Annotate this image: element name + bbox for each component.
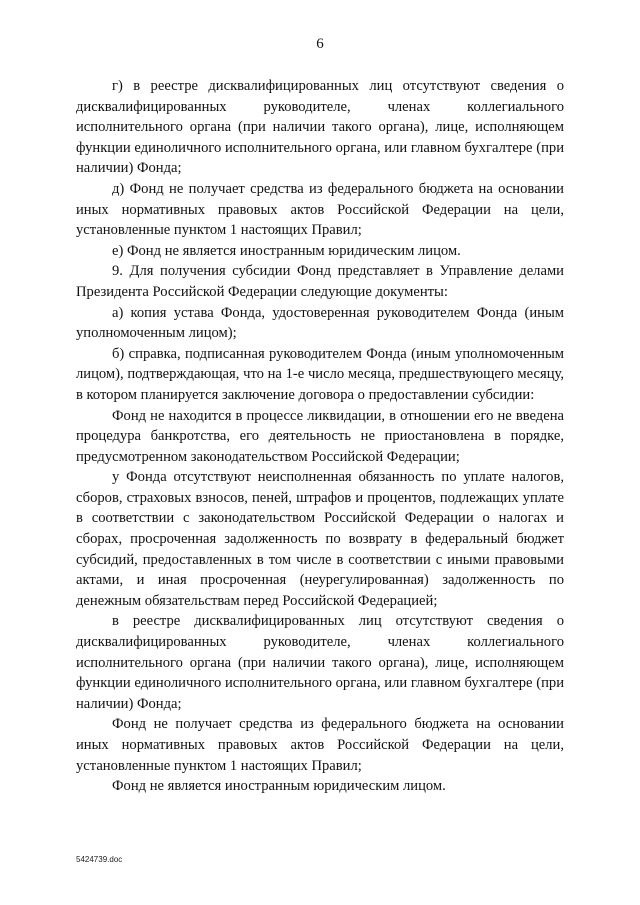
paragraph-g: г) в реестре дисквалифицированных лиц отсутствуют сведения о дисквалифицированных руководителе, членах коллегиального исполнительного органа (при наличии такого органа), лице, исполняющем функции единоличного исполнительного органа, или главном бухгалтере (при наличии) Фонда; <box>76 78 564 177</box>
paragraph-9: 9. Для получения субсидии Фонд представляет в Управление делами Президента Российской Федерации следующие документы: <box>76 263 564 300</box>
paragraph-9b: б) справка, подписанная руководителем Фонда (иным уполномоченным лицом), подтверждающая, что на 1-е число месяца, предшествующего месяцу, в котором планируется заключение договора о предоставлении субсидии: <box>76 345 564 403</box>
paragraph-not-foreign: Фонд не является иностранным юридическим лицом. <box>112 778 446 795</box>
paragraph-e: е) Фонд не является иностранным юридическим лицом. <box>112 242 461 259</box>
paragraph-no-federal-funds: Фонд не получает средства из федерального бюджета на основании иных нормативных правовых актов Российской Федерации на цели, установленные пунктом 1 настоящих Правил; <box>76 716 564 774</box>
document-body <box>76 76 564 797</box>
paragraph-no-disqualified: в реестре дисквалифицированных лиц отсутствуют сведения о дисквалифицированных руководителе, членах коллегиального исполнительного органа (при наличии такого органа), лице, исполняющем функции единоличного исполнительного органа, или главном бухгалтере (при наличии) Фонда; <box>76 613 564 712</box>
document-filename: 5424739.doc <box>76 855 123 864</box>
paragraph-no-liquidation: Фонд не находится в процессе ликвидации, в отношении его не введена процедура банкротства, его деятельность не приостановлена в порядке, предусмотренном законодательством Российской Федерации; <box>76 407 564 465</box>
paragraph-d: д) Фонд не получает средства из федерального бюджета на основании иных нормативных правовых актов Российской Федерации на цели, установленные пунктом 1 настоящих Правил; <box>76 180 564 239</box>
page-number: 6 <box>316 36 324 52</box>
paragraph-no-debts: у Фонда отсутствуют неисполненная обязанность по уплате налогов, сборов, страховых взносов, пеней, штрафов и процентов, подлежащих уплате в соответствии с законодательством Российской Федерации о налогах и сборах, просроченная задолженность по возврату в федеральный бюджет субсидий, предоставленных в том числе в соответствии с иными правовыми актами, и иная просроченная (неурегулированная) задолженность по денежным обязательствам перед Российской Федерацией; <box>76 469 564 609</box>
paragraph-9a: а) копия устава Фонда, удостоверенная руководителем Фонда (иным уполномоченным лицом); <box>76 304 564 342</box>
